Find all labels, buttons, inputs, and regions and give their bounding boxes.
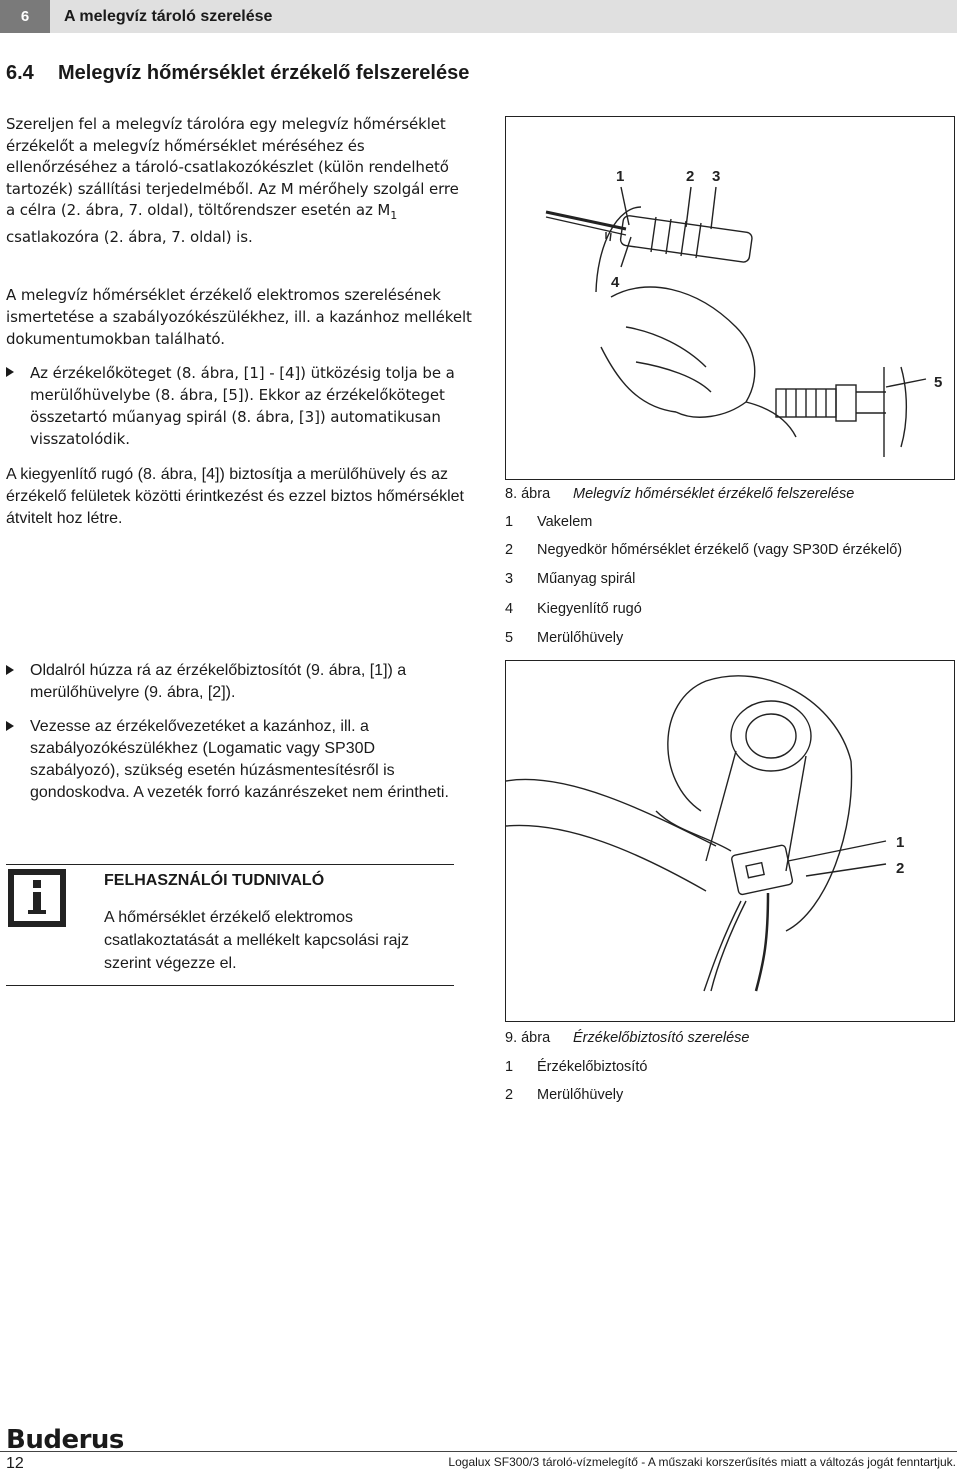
figure-8-caption <box>505 486 854 502</box>
figure-8-legend-item <box>505 542 902 558</box>
section-heading <box>6 62 469 85</box>
buderus-logo: Buderus <box>6 1425 124 1455</box>
legend-text: Merülőhüvely <box>537 630 624 646</box>
figure-8-legend-item <box>505 601 642 617</box>
figure-8-legend-item <box>505 514 592 530</box>
note-bottom-rule <box>6 985 454 986</box>
legend-num: 2 <box>505 1087 514 1103</box>
figure-9-caption <box>505 1030 750 1046</box>
footer-rule <box>0 1451 957 1452</box>
figure-9-illustration <box>505 660 955 1022</box>
footer-text: Logalux SF300/3 tároló-vízmelegítő - A műszaki korszerűsítés miatt a változás jogát fenntartjuk. <box>448 1455 956 1469</box>
callout-1: 1 <box>616 168 625 185</box>
section-title: Melegvíz hőmérséklet érzékelő felszerelése <box>58 62 470 84</box>
legend-num: 4 <box>505 601 514 617</box>
electrical-paragraph: A melegvíz hőmérséklet érzékelő elektromos szerelésének ismertetése a szabályozókészülékhez, ill. a kazánhoz mellékelt dokumentumokban található. <box>6 286 472 348</box>
step-attach-clip <box>6 660 461 704</box>
chapter-title: A melegvíz tároló szerelése <box>64 8 273 25</box>
legend-num: 2 <box>505 542 514 558</box>
note-title: FELHASZNÁLÓI TUDNIVALÓ <box>104 872 325 889</box>
intro-text-a: Szereljen fel a melegvíz tárolóra egy melegvíz hőmérséklet érzékelőt a melegvíz hőmérséklet méréséhez és ellenőrzéséhez a tároló-csatlakozókészlet (külön rendelhető tartozék) szállítási terjedelméből. Az M mérőhely szolgál erre a célra (2. ábra, 7. oldal), töltőrendszer esetén az M <box>6 115 459 220</box>
chapter-number: 6 <box>0 0 50 33</box>
step-text: Az érzékelőköteget (8. ábra, [1] - [4]) ütközésig tolja be a merülőhüvelybe (8. ábra, [5]). Ekkor az érzékelőköteget összetartó műanyag spirál (8. ábra, [3]) automatikusan visszatolódik. <box>30 364 455 448</box>
step-route-cable <box>6 716 461 804</box>
sensor-installation-drawing <box>506 117 954 479</box>
callout-2: 2 <box>686 168 695 185</box>
figure-8-label: 8. ábra <box>505 486 551 502</box>
callout-5: 5 <box>934 374 943 391</box>
legend-num: 1 <box>505 514 514 530</box>
legend-num: 1 <box>505 1059 514 1075</box>
page-number: 12 <box>6 1455 24 1472</box>
section-number: 6.4 <box>6 62 34 84</box>
figure-8-title: Melegvíz hőmérséklet érzékelő felszerelése <box>573 486 855 502</box>
figure-8-illustration <box>505 116 955 480</box>
info-icon <box>8 869 66 927</box>
spring-paragraph: A kiegyenlítő rugó (8. ábra, [4]) biztosítja a merülőhüvely és az érzékelő felületek közötti érintkezést és ezzel biztos hőmérséklet átvitelt hoz létre. <box>6 466 464 527</box>
sensor-clip-drawing <box>506 661 954 1021</box>
legend-text: Érzékelőbiztosító <box>537 1059 648 1075</box>
note-top-rule <box>6 864 454 865</box>
legend-text: Merülőhüvely <box>537 1087 624 1103</box>
figure-8-legend-item <box>505 571 635 587</box>
figure-9-title: Érzékelőbiztosító szerelése <box>573 1030 750 1046</box>
bullet-arrow-icon <box>6 367 14 377</box>
figure-9-label: 9. ábra <box>505 1030 551 1046</box>
callout-4: 4 <box>611 274 620 291</box>
bullet-arrow-icon <box>6 665 14 675</box>
figure-8-legend-item <box>505 630 623 646</box>
intro-paragraph <box>6 114 461 249</box>
callout-3: 3 <box>712 168 721 185</box>
intro-subscript: 1 <box>390 209 398 223</box>
legend-text: Kiegyenlítő rugó <box>537 601 642 617</box>
legend-text: Vakelem <box>537 514 593 530</box>
bullet-arrow-icon <box>6 721 14 731</box>
legend-num: 5 <box>505 630 514 646</box>
legend-text: Műanyag spirál <box>537 571 636 587</box>
step-insert-sensor <box>6 362 466 450</box>
step-text: Vezesse az érzékelővezetéket a kazánhoz, ill. a szabályozókészülékhez (Logamatic vagy SP30D szabályozó), szükség esetén húzásmentesítésről is gondoskodva. A vezeték forró kazánrészeket nem érintheti. <box>30 718 449 801</box>
chapter-header <box>0 0 957 33</box>
callout-1: 1 <box>896 834 905 851</box>
intro-text-b: csatlakozóra (2. ábra, 7. oldal) is. <box>6 227 253 246</box>
legend-text: Negyedkör hőmérséklet érzékelő (vagy SP30D érzékelő) <box>537 542 903 558</box>
legend-num: 3 <box>505 571 514 587</box>
note-text: A hőmérséklet érzékelő elektromos csatlakoztatását a mellékelt kapcsolási rajz szerint végezze el. <box>104 909 410 972</box>
figure-9-legend-item <box>505 1087 623 1103</box>
step-text: Oldalról húzza rá az érzékelőbiztosítót (9. ábra, [1]) a merülőhüvelyre (9. ábra, [2]). <box>30 662 407 701</box>
figure-9-legend-item <box>505 1059 647 1075</box>
callout-2: 2 <box>896 860 905 877</box>
